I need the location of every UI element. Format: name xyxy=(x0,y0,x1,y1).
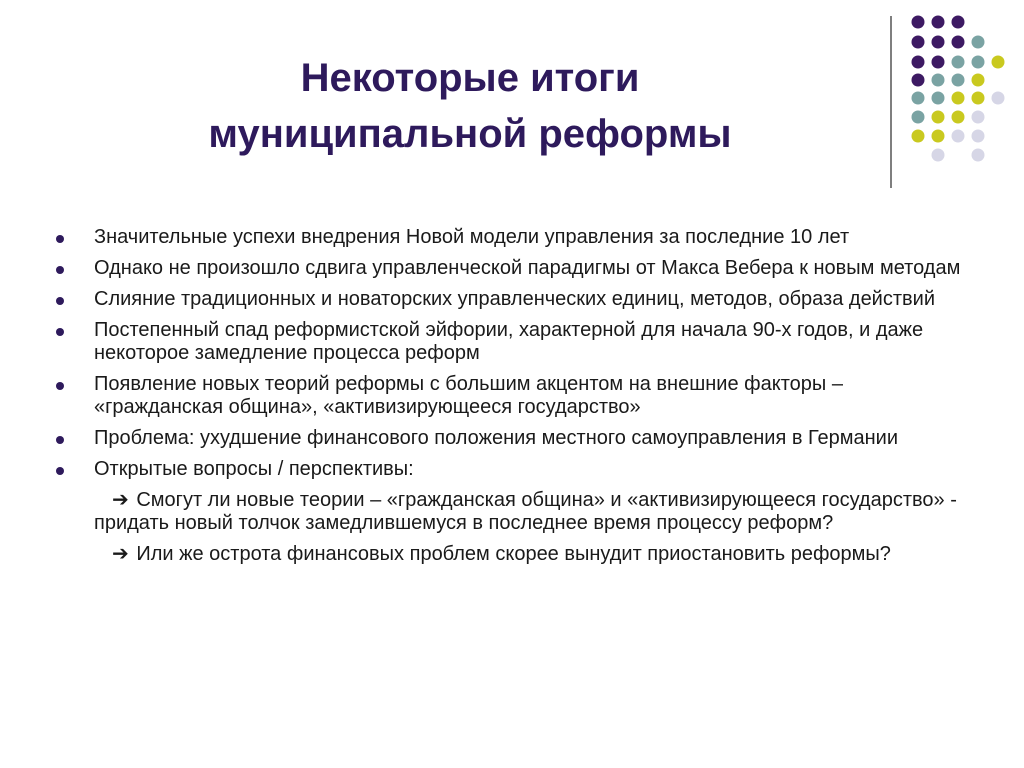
bullet-dot-icon xyxy=(56,328,64,336)
dot xyxy=(912,130,925,143)
dot xyxy=(952,36,965,49)
list-item xyxy=(54,319,974,365)
bullet-dot-icon xyxy=(56,382,64,390)
list-item-text: Однако не произошло сдвига управленческой парадигмы от Макса Вебера к новым методам xyxy=(94,257,961,279)
dot xyxy=(952,130,965,143)
dot xyxy=(952,92,965,105)
dot xyxy=(992,56,1005,69)
dot xyxy=(912,56,925,69)
dot xyxy=(972,149,985,162)
dot xyxy=(972,74,985,87)
dot xyxy=(972,36,985,49)
list-item-text: Проблема: ухудшение финансового положения местного самоуправления в Германии xyxy=(94,427,899,449)
list-item-text: Открытые вопросы / перспективы: xyxy=(94,458,414,480)
bullet-dot-icon xyxy=(56,235,64,243)
list-item-text: Постепенный спад реформистской эйфории, характерной для начала 90-х годов, и даже некоторое замедление процесса реформ xyxy=(94,319,924,364)
dot xyxy=(912,111,925,124)
title-line-1: Некоторые итоги xyxy=(300,56,640,100)
bullet-dot-icon xyxy=(56,467,64,475)
bullet-dot-icon xyxy=(56,297,64,305)
arrow-right-icon: ➔ xyxy=(112,489,129,511)
dot xyxy=(912,36,925,49)
dot xyxy=(932,111,945,124)
list-item xyxy=(54,427,974,450)
dot xyxy=(932,16,945,29)
dot xyxy=(932,74,945,87)
dot xyxy=(952,74,965,87)
sub-list-item xyxy=(54,543,974,566)
dot xyxy=(932,56,945,69)
list-item xyxy=(54,226,974,249)
list-item xyxy=(54,288,974,311)
title-line-2: муниципальной реформы xyxy=(208,112,732,156)
dot xyxy=(972,92,985,105)
dot xyxy=(912,92,925,105)
dot xyxy=(952,111,965,124)
dot xyxy=(912,74,925,87)
dot xyxy=(972,56,985,69)
dot xyxy=(932,149,945,162)
list-item-text: Появление новых теорий реформы с большим акцентом на внешние факторы – «гражданская община», «активизирующееся государство» xyxy=(94,373,843,418)
bullet-dot-icon xyxy=(56,266,64,274)
list-item-text: Значительные успехи внедрения Новой модели управления за последние 10 лет xyxy=(94,226,850,248)
dot xyxy=(932,36,945,49)
bullet-list xyxy=(54,226,974,574)
sub-list-item-text: Или же острота финансовых проблем скорее вынудит приостановить реформы? xyxy=(136,543,891,565)
bullet-dot-icon xyxy=(56,436,64,444)
vertical-divider xyxy=(890,16,892,188)
dot xyxy=(932,92,945,105)
dot xyxy=(932,130,945,143)
dot xyxy=(972,130,985,143)
dot xyxy=(992,92,1005,105)
list-item xyxy=(54,257,974,280)
list-item xyxy=(54,373,974,419)
dot xyxy=(952,16,965,29)
arrow-right-icon: ➔ xyxy=(112,543,129,565)
list-item-text: Слияние традиционных и новаторских управленческих единиц, методов, образа действий xyxy=(94,288,935,310)
dot xyxy=(972,111,985,124)
sub-list-item-text: Смогут ли новые теории – «гражданская община» и «активизирующееся государство» - придать новый толчок замедлившемуся в последнее время процессу реформ? xyxy=(94,489,957,534)
slide-title xyxy=(140,50,800,162)
list-item xyxy=(54,458,974,481)
sub-list-item xyxy=(54,489,974,535)
dot xyxy=(952,56,965,69)
dot xyxy=(912,16,925,29)
